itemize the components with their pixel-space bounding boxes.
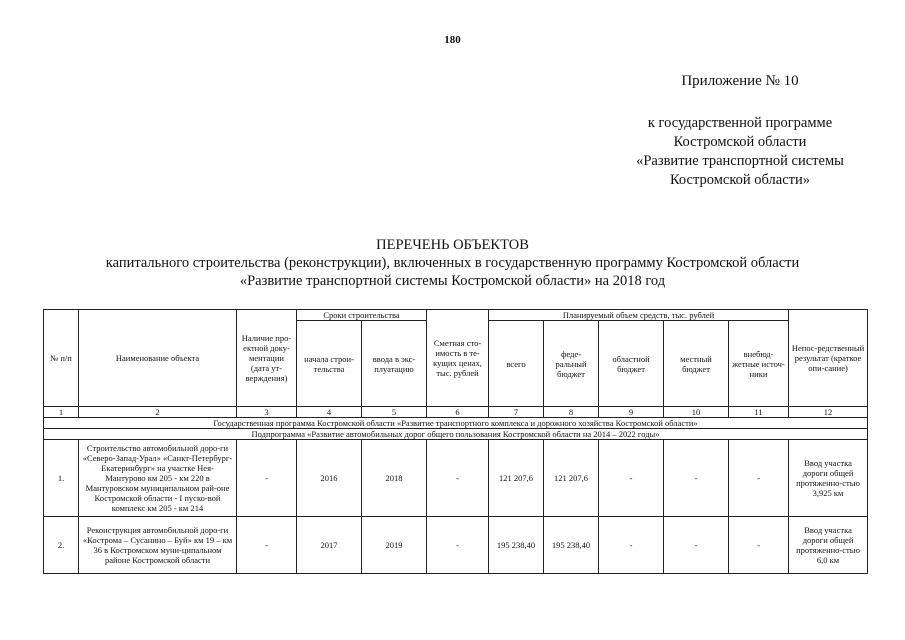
column-number: 5 (362, 407, 427, 418)
appendix-line: Костромской области (673, 134, 807, 150)
row-start: 2016 (297, 440, 362, 517)
column-number: 11 (729, 407, 789, 418)
header-regional: областной бюджет (599, 321, 664, 407)
header-offbudget: внебюд-жетные источ-ники (729, 321, 789, 407)
document-title (0, 236, 905, 290)
document-title-line: «Развитие транспортной системы Костромской области» на 2018 год (239, 273, 666, 289)
row-federal: 121 207,6 (544, 440, 599, 517)
row-total: 195 238,40 (489, 517, 544, 574)
header-funding-group: Планируемый объем средств, тыс. рублей (489, 310, 789, 321)
row-total: 121 207,6 (489, 440, 544, 517)
program-row: Государственная программа Костромской области «Развитие транспортного комплекса и дорожного хозяйства Костромской области» (44, 418, 868, 429)
row-start: 2017 (297, 517, 362, 574)
table-row (44, 517, 868, 574)
column-number: 4 (297, 407, 362, 418)
row-offbudget: - (729, 440, 789, 517)
row-name: Строительство автомобильной доро-ги «Северо-Запад-Урал» «Санкт-Петербург-Екатеринбург» на участке Нея-Мантурово км 205 - км 220 в Мантуровском муниципальном рай-оне Костромской области - I пуско-вой комплекс км 205 - км 214 (79, 440, 237, 517)
document-title-line: ПЕРЕЧЕНЬ ОБЪЕКТОВ (376, 237, 529, 253)
column-number: 9 (599, 407, 664, 418)
column-number: 7 (489, 407, 544, 418)
objects-table (43, 309, 868, 574)
row-estimate: - (427, 517, 489, 574)
row-name: Реконструкция автомобильной доро-ги «Кострома – Сусанино – Буй» км 19 – км 36 в Костромском муни-ципальном районе Костромской области (79, 517, 237, 574)
column-number: 10 (664, 407, 729, 418)
row-result: Ввод участка дороги общей протяженно-стью 6,0 км (789, 517, 868, 574)
appendix-line: к государственной программе (647, 115, 833, 131)
row-docs: - (237, 517, 297, 574)
header-commission: ввода в экс-плуатацию (362, 321, 427, 407)
header-estimate: Сметная сто-имость в те-кущих ценах, тыс. рублей (427, 310, 489, 407)
subprogram-row: Подпрограмма «Развитие автомобильных дорог общего пользования Костромской области на 2014 – 2022 годы» (44, 429, 868, 440)
row-commission: 2018 (362, 440, 427, 517)
header-name: Наименование объекта (79, 310, 237, 407)
header-start: начала строи-тельства (297, 321, 362, 407)
header-docs: Наличие про-ектной доку-ментации (дата ут-верждения) (237, 310, 297, 407)
header-federal: феде-ральный бюджет (544, 321, 599, 407)
appendix-title: Приложение № 10 (681, 73, 799, 89)
column-number: 3 (237, 407, 297, 418)
appendix-line: Костромской области» (669, 172, 810, 188)
appendix-caption (590, 114, 890, 190)
appendix-line: «Развитие транспортной системы (636, 153, 844, 169)
row-regional: - (599, 517, 664, 574)
column-number: 12 (789, 407, 868, 418)
row-offbudget: - (729, 517, 789, 574)
column-number: 1 (44, 407, 79, 418)
row-num: 1. (44, 440, 79, 517)
table-row (44, 440, 868, 517)
row-local: - (664, 517, 729, 574)
row-result: Ввод участка дороги общей протяженно-стью 3,925 км (789, 440, 868, 517)
document-title-line: капитального строительства (реконструкции), включенных в государственную программу Костромской области (105, 255, 800, 271)
row-estimate: - (427, 440, 489, 517)
column-number: 6 (427, 407, 489, 418)
header-result: Непос-редственный результат (краткое опи-сание) (789, 310, 868, 407)
header-num: № п/п (44, 310, 79, 407)
column-number: 8 (544, 407, 599, 418)
page-number: 180 (444, 34, 461, 46)
header-terms-group: Сроки строительства (297, 310, 427, 321)
column-number: 2 (79, 407, 237, 418)
header-local: местный бюджет (664, 321, 729, 407)
row-local: - (664, 440, 729, 517)
row-federal: 195 238,40 (544, 517, 599, 574)
row-regional: - (599, 440, 664, 517)
header-total: всего (489, 321, 544, 407)
row-docs: - (237, 440, 297, 517)
row-commission: 2019 (362, 517, 427, 574)
column-number-row (44, 407, 868, 418)
row-num: 2. (44, 517, 79, 574)
